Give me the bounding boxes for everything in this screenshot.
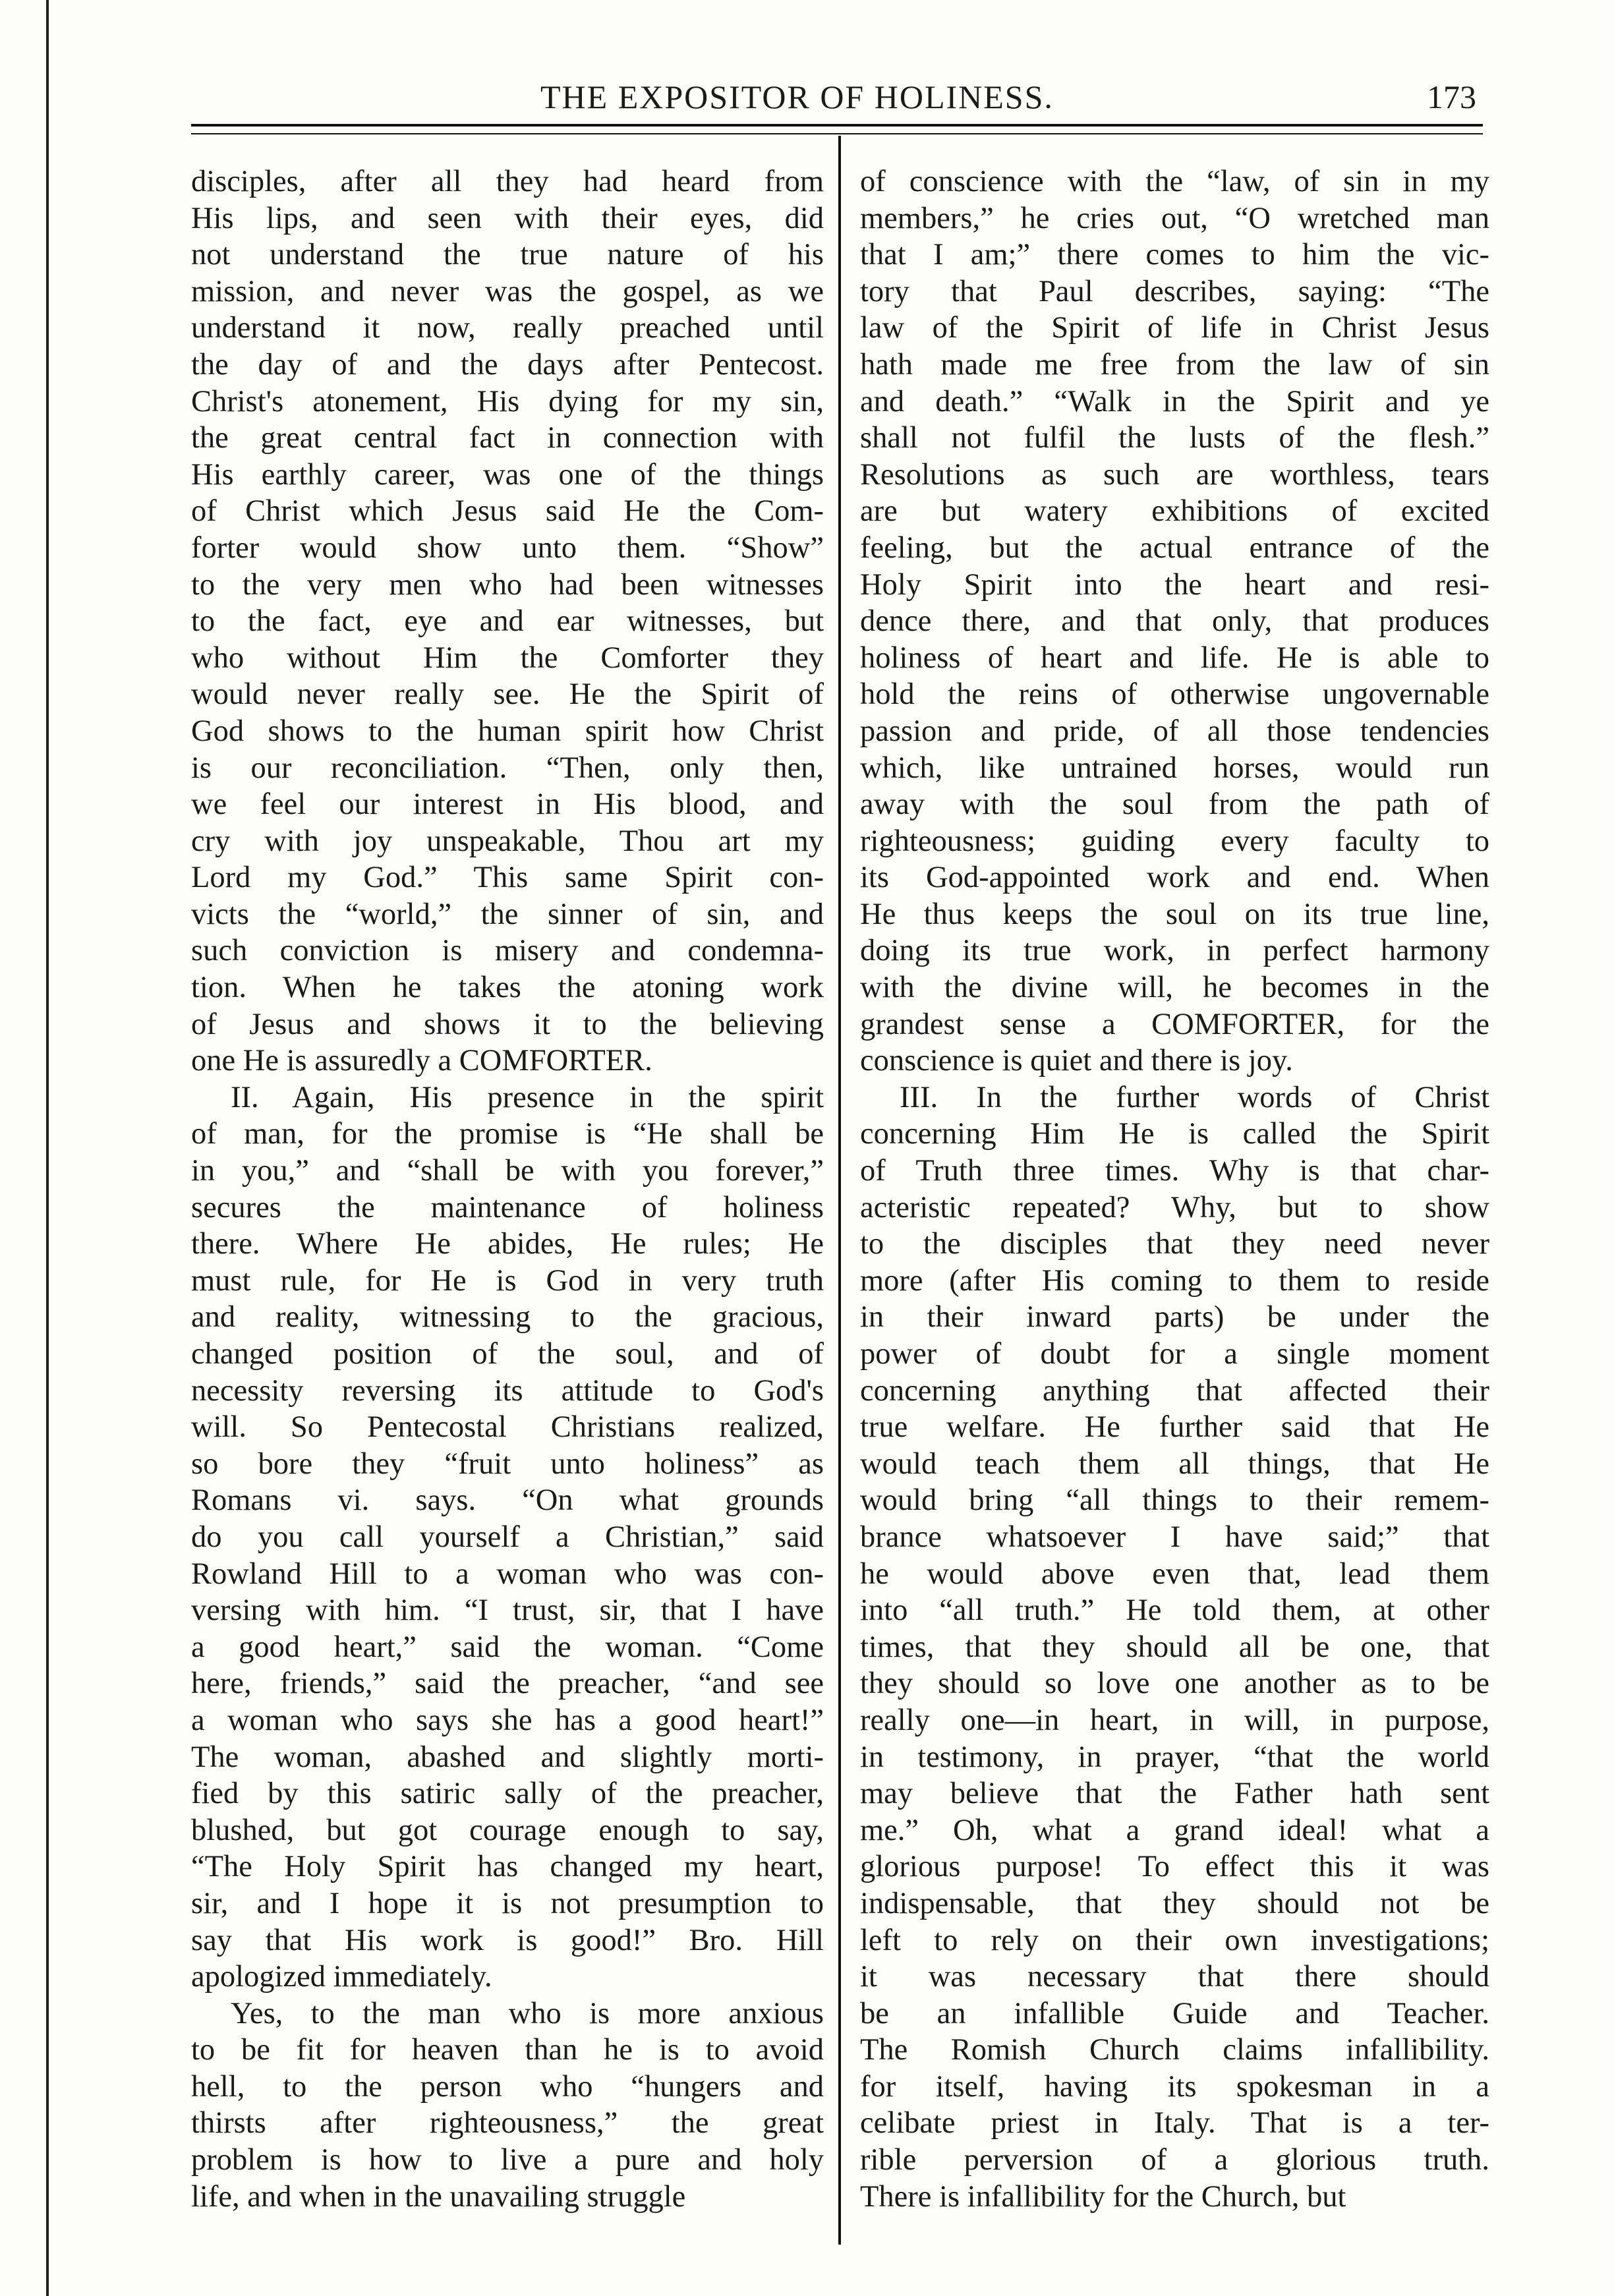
text-line: would bring “all things to their remem- xyxy=(860,1483,1489,1518)
text-line: feeling, but the actual entrance of the xyxy=(860,531,1489,565)
text-line: left to rely on their own investigations; xyxy=(860,1923,1489,1957)
text-line: blushed, but got courage enough to say, xyxy=(191,1813,824,1847)
text-line: He thus keeps the soul on its true line, xyxy=(860,897,1489,931)
text-line: The Romish Church claims infallibility. xyxy=(860,2033,1489,2067)
text-line: and reality, witnessing to the gracious, xyxy=(191,1300,824,1335)
text-line: it was necessary that there should xyxy=(860,1960,1489,1994)
text-line: fied by this satiric sally of the preacher, xyxy=(191,1777,824,1811)
left-column xyxy=(191,163,824,2215)
text-line: to the disciples that they need never xyxy=(860,1227,1489,1261)
text-line: he would above even that, lead them xyxy=(860,1557,1489,1591)
text-line: mission, and never was the gospel, as we xyxy=(191,274,824,308)
text-line: hold the reins of otherwise ungovernable xyxy=(860,677,1489,712)
text-line: true welfare. He further said that He xyxy=(860,1410,1489,1445)
text-line: Rowland Hill to a woman who was con- xyxy=(191,1557,824,1591)
text-line: really one—in heart, in will, in purpose, xyxy=(860,1703,1489,1737)
text-line: do you call yourself a Christian,” said xyxy=(191,1520,824,1554)
text-line: holiness of heart and life. He is able to xyxy=(860,641,1489,675)
text-line: acteristic repeated? Why, but to show xyxy=(860,1190,1489,1224)
text-line: thirsts after righteousness,” the great xyxy=(191,2106,824,2140)
text-line: power of doubt for a single moment xyxy=(860,1337,1489,1371)
text-line: the great central fact in connection with xyxy=(191,421,824,455)
text-line: victs the “world,” the sinner of sin, and xyxy=(191,897,824,931)
text-line: tion. When he takes the atoning work xyxy=(191,971,824,1005)
text-line: so bore they “fruit unto holiness” as xyxy=(191,1447,824,1481)
text-line: with the divine will, he becomes in the xyxy=(860,971,1489,1005)
text-line: who without Him the Comforter they xyxy=(191,641,824,675)
text-line: be an infallible Guide and Teacher. xyxy=(860,1996,1489,2030)
text-line: would never really see. He the Spirit of xyxy=(191,677,824,712)
binding-edge xyxy=(46,0,49,2296)
text-line: righteousness; guiding every faculty to xyxy=(860,824,1489,858)
text-line: dence there, and that only, that produces xyxy=(860,604,1489,639)
text-line: His earthly career, was one of the things xyxy=(191,457,824,492)
text-line: celibate priest in Italy. That is a ter- xyxy=(860,2106,1489,2140)
text-line: III. In the further words of Christ xyxy=(900,1080,1489,1114)
text-line: indispensable, that they should not be xyxy=(860,1886,1489,1920)
text-line: brance whatsoever I have said;” that xyxy=(860,1520,1489,1554)
text-line: are but watery exhibitions of excited xyxy=(860,494,1489,529)
text-line: There is infallibility for the Church, but xyxy=(860,2179,1346,2214)
text-line: they should so love one another as to be xyxy=(860,1667,1489,1701)
text-line: is our reconciliation. “Then, only then, xyxy=(191,751,824,785)
text-line: one He is assuredly a COMFORTER. xyxy=(191,1044,652,1078)
text-line: problem is how to live a pure and holy xyxy=(191,2143,824,2177)
text-line: The woman, abashed and slightly morti- xyxy=(191,1740,824,1774)
text-line: and death.” “Walk in the Spirit and ye xyxy=(860,384,1489,418)
text-line: II. Again, His presence in the spirit xyxy=(231,1080,824,1114)
text-line: that I am;” there comes to him the vic- xyxy=(860,238,1489,272)
right-column xyxy=(860,163,1489,2215)
page-number: 173 xyxy=(1427,78,1476,115)
text-line: of Christ which Jesus said He the Com- xyxy=(191,494,824,529)
text-line: of Truth three times. Why is that char- xyxy=(860,1154,1489,1188)
text-line: to be fit for heaven than he is to avoid xyxy=(191,2033,824,2067)
text-line: Resolutions as such are worthless, tears xyxy=(860,457,1489,492)
text-line: life, and when in the unavailing struggle xyxy=(191,2179,686,2214)
text-line: here, friends,” said the preacher, “and see xyxy=(191,1667,824,1701)
text-line: hath made me free from the law of sin xyxy=(860,347,1489,382)
text-line: cry with joy unspeakable, Thou art my xyxy=(191,824,824,858)
text-line: Romans vi. says. “On what grounds xyxy=(191,1483,824,1518)
text-line: versing with him. “I trust, sir, that I have xyxy=(191,1593,824,1628)
text-line: His lips, and seen with their eyes, did xyxy=(191,201,824,235)
text-line: law of the Spirit of life in Christ Jesus xyxy=(860,311,1489,345)
header-rule-top xyxy=(191,124,1483,127)
text-line: in you,” and “shall be with you forever,” xyxy=(191,1154,824,1188)
text-line: understand it now, really preached until xyxy=(191,311,824,345)
text-line: such conviction is misery and condemna- xyxy=(191,934,824,968)
text-line: hell, to the person who “hungers and xyxy=(191,2069,824,2104)
text-line: may believe that the Father hath sent xyxy=(860,1777,1489,1811)
text-line: me.” Oh, what a grand ideal! what a xyxy=(860,1813,1489,1847)
page-header xyxy=(191,71,1483,130)
text-line: Christ's atonement, His dying for my sin, xyxy=(191,384,824,418)
text-line: concerning Him He is called the Spirit xyxy=(860,1117,1489,1151)
text-line: disciples, after all they had heard from xyxy=(191,165,824,198)
text-line: away with the soul from the path of xyxy=(860,788,1489,822)
text-line: there. Where He abides, He rules; He xyxy=(191,1227,824,1261)
text-line: more (after His coming to them to reside xyxy=(860,1263,1489,1298)
text-line: its God-appointed work and end. When xyxy=(860,861,1489,895)
text-line: Lord my God.” This same Spirit con- xyxy=(191,861,824,895)
text-line: secures the maintenance of holiness xyxy=(191,1190,824,1224)
text-line: Yes, to the man who is more anxious xyxy=(231,1996,824,2030)
text-line: which, like untrained horses, would run xyxy=(860,751,1489,785)
text-line: will. So Pentecostal Christians realized, xyxy=(191,1410,824,1445)
text-line: members,” he cries out, “O wretched man xyxy=(860,201,1489,235)
text-line: in testimony, in prayer, “that the world xyxy=(860,1740,1489,1774)
text-line: to the very men who had been witnesses xyxy=(191,567,824,602)
text-line: the day of and the days after Pentecost. xyxy=(191,347,824,382)
text-line: a woman who says she has a good heart!” xyxy=(191,1703,824,1737)
text-line: of conscience with the “law, of sin in my xyxy=(860,165,1489,198)
text-line: shall not fulfil the lusts of the flesh.” xyxy=(860,421,1489,455)
header-rule-bottom xyxy=(191,133,1483,134)
text-line: a good heart,” said the woman. “Come xyxy=(191,1630,824,1664)
text-line: doing its true work, in perfect harmony xyxy=(860,934,1489,968)
text-line: glorious purpose! To effect this it was xyxy=(860,1850,1489,1884)
text-line: sir, and I hope it is not presumption to xyxy=(191,1886,824,1920)
text-line: changed position of the soul, and of xyxy=(191,1337,824,1371)
text-line: apologized immediately. xyxy=(191,1960,492,1994)
text-line: we feel our interest in His blood, and xyxy=(191,788,824,822)
text-line: not understand the true nature of his xyxy=(191,238,824,272)
text-line: “The Holy Spirit has changed my heart, xyxy=(191,1850,824,1884)
text-line: God shows to the human spirit how Christ xyxy=(191,714,824,748)
text-line: conscience is quiet and there is joy. xyxy=(860,1044,1293,1078)
text-line: must rule, for He is God in very truth xyxy=(191,1263,824,1298)
text-line: in their inward parts) be under the xyxy=(860,1300,1489,1335)
text-line: to the fact, eye and ear witnesses, but xyxy=(191,604,824,639)
text-line: necessity reversing its attitude to God's xyxy=(191,1373,824,1408)
text-line: of man, for the promise is “He shall be xyxy=(191,1117,824,1151)
text-line: grandest sense a COMFORTER, for the xyxy=(860,1007,1489,1041)
running-title: THE EXPOSITOR OF HOLINESS. xyxy=(540,78,1054,115)
text-line: into “all truth.” He told them, at other xyxy=(860,1593,1489,1628)
text-line: tory that Paul describes, saying: “The xyxy=(860,274,1489,308)
text-line: passion and pride, of all those tendencies xyxy=(860,714,1489,748)
text-line: of Jesus and shows it to the believing xyxy=(191,1007,824,1041)
text-line: times, that they should all be one, that xyxy=(860,1630,1489,1664)
text-line: for itself, having its spokesman in a xyxy=(860,2069,1489,2104)
text-line: rible perversion of a glorious truth. xyxy=(860,2143,1489,2177)
text-line: would teach them all things, that He xyxy=(860,1447,1489,1481)
text-line: say that His work is good!” Bro. Hill xyxy=(191,1923,824,1957)
text-line: concerning anything that affected their xyxy=(860,1373,1489,1408)
text-line: Holy Spirit into the heart and resi- xyxy=(860,567,1489,602)
column-divider xyxy=(838,136,841,2245)
text-line: forter would show unto them. “Show” xyxy=(191,531,824,565)
